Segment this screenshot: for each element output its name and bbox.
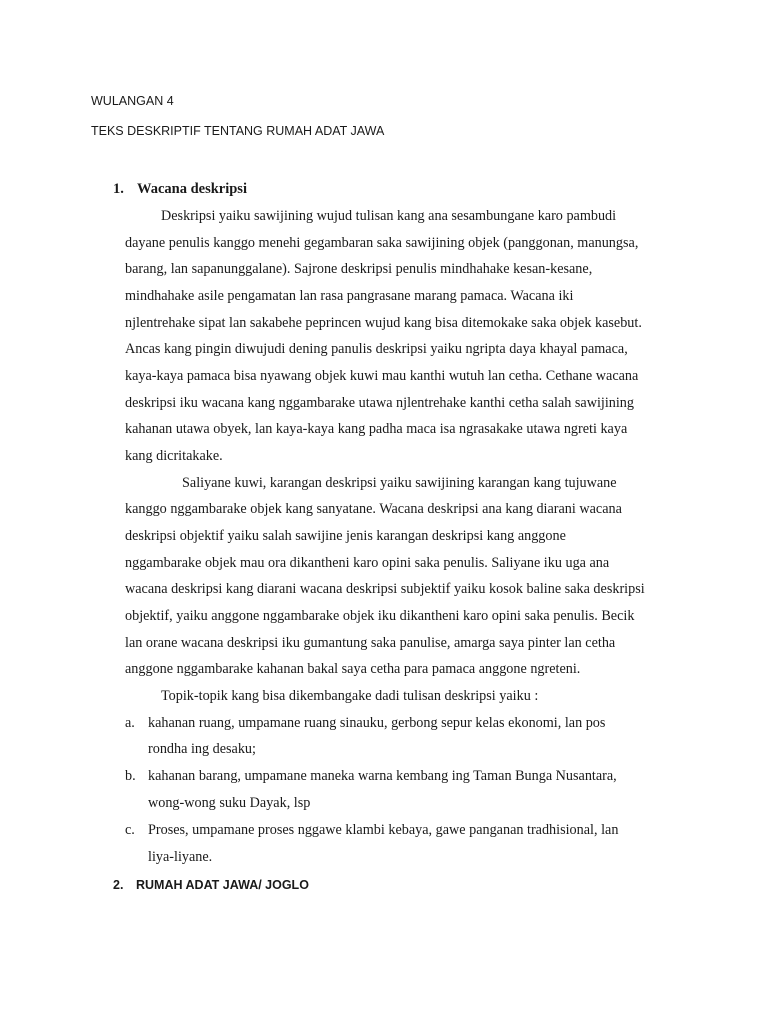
list-item-line: liya-liyane.: [148, 849, 213, 865]
document-title: TEKS DESKRIPTIF TENTANG RUMAH ADAT JAWA: [91, 124, 385, 138]
para2-line: lan orane wacana deskripsi iku gumantung saka panulise, amarga saya pinter lan cetha: [125, 635, 616, 651]
para2-line: nggambarake objek mau ora dikantheni karo opini saka penulis. Saliyane iku uga ana: [125, 555, 610, 571]
month-label: WULANGAN 4: [91, 94, 174, 108]
section2-number: 2.: [113, 878, 124, 892]
list-item-line: wong-wong suku Dayak, lsp: [148, 795, 311, 811]
para2-line: Saliyane kuwi, karangan deskripsi yaiku sawijining karangan kang tujuwane: [182, 475, 617, 491]
list-item-line: Proses, umpamane proses nggawe klambi kebaya, gawe panganan tradhisional, lan: [148, 822, 619, 838]
para2-line: deskripsi objektif yaiku salah sawijine jenis karangan deskripsi kang anggone: [125, 528, 566, 544]
para1-line: Deskripsi yaiku sawijining wujud tulisan kang ana sesambungane karo pambudi: [161, 208, 617, 224]
para2-line: wacana deskripsi kang diarani wacana deskripsi subjektif yaiku kosok baline saka deskripsi: [125, 581, 645, 597]
para1-line: deskripsi iku wacana kang nggambarake utawa njlentrehake kanthi cetha salah sawijining: [125, 395, 634, 411]
section2-title: RUMAH ADAT JAWA/ JOGLO: [136, 878, 309, 892]
para1-line: Ancas kang pingin diwujudi dening panulis deskripsi yaiku ngripta daya khayal pamaca,: [125, 341, 628, 357]
list-marker: b.: [125, 768, 136, 784]
section1-title: Wacana deskripsi: [137, 181, 247, 197]
list-item-line: kahanan ruang, umpamane ruang sinauku, gerbong sepur kelas ekonomi, lan pos: [148, 715, 606, 731]
para2-line: objektif, yaiku anggone nggambarake objek iku dikantheni karo opini saka penulis. Becik: [125, 608, 635, 624]
para1-line: dayane penulis kanggo menehi gegambaran saka sawijining objek (panggonan, manungsa,: [125, 235, 639, 251]
list-item-line: kahanan barang, umpamane maneka warna kembang ing Taman Bunga Nusantara,: [148, 768, 617, 784]
para1-line: kang dicritakake.: [125, 448, 223, 464]
para1-line: mindhahake asile pengamatan lan rasa pangrasane marang pamaca. Wacana iki: [125, 288, 574, 304]
para1-line: kaya-kaya pamaca bisa nyawang objek kuwi mau kanthi wutuh lan cetha. Cethane wacana: [125, 368, 639, 384]
para2-line: anggone nggambarake kahanan bakal saya cetha para pamaca anggone ngreteni.: [125, 661, 581, 677]
section1-number: 1.: [113, 181, 124, 197]
para2-line: kanggo nggambarake objek kang sanyatane. Wacana deskripsi ana kang diarani wacana: [125, 501, 622, 517]
list-marker: c.: [125, 822, 135, 838]
list-marker: a.: [125, 715, 135, 731]
para1-line: barang, lan sapanunggalane). Sajrone deskripsi penulis mindhahake kesan-kesane,: [125, 261, 593, 277]
para1-line: kahanan utawa obyek, lan kaya-kaya kang padha maca isa ngrasakake utawa ngreti kaya: [125, 421, 628, 437]
list-item-line: rondha ing desaku;: [148, 741, 256, 757]
para3-line: Topik-topik kang bisa dikembangake dadi tulisan deskripsi yaiku :: [161, 688, 539, 704]
para1-line: njlentrehake sipat lan sakabehe peprincen wujud kang bisa ditemokake saka objek kasebut.: [125, 315, 642, 331]
